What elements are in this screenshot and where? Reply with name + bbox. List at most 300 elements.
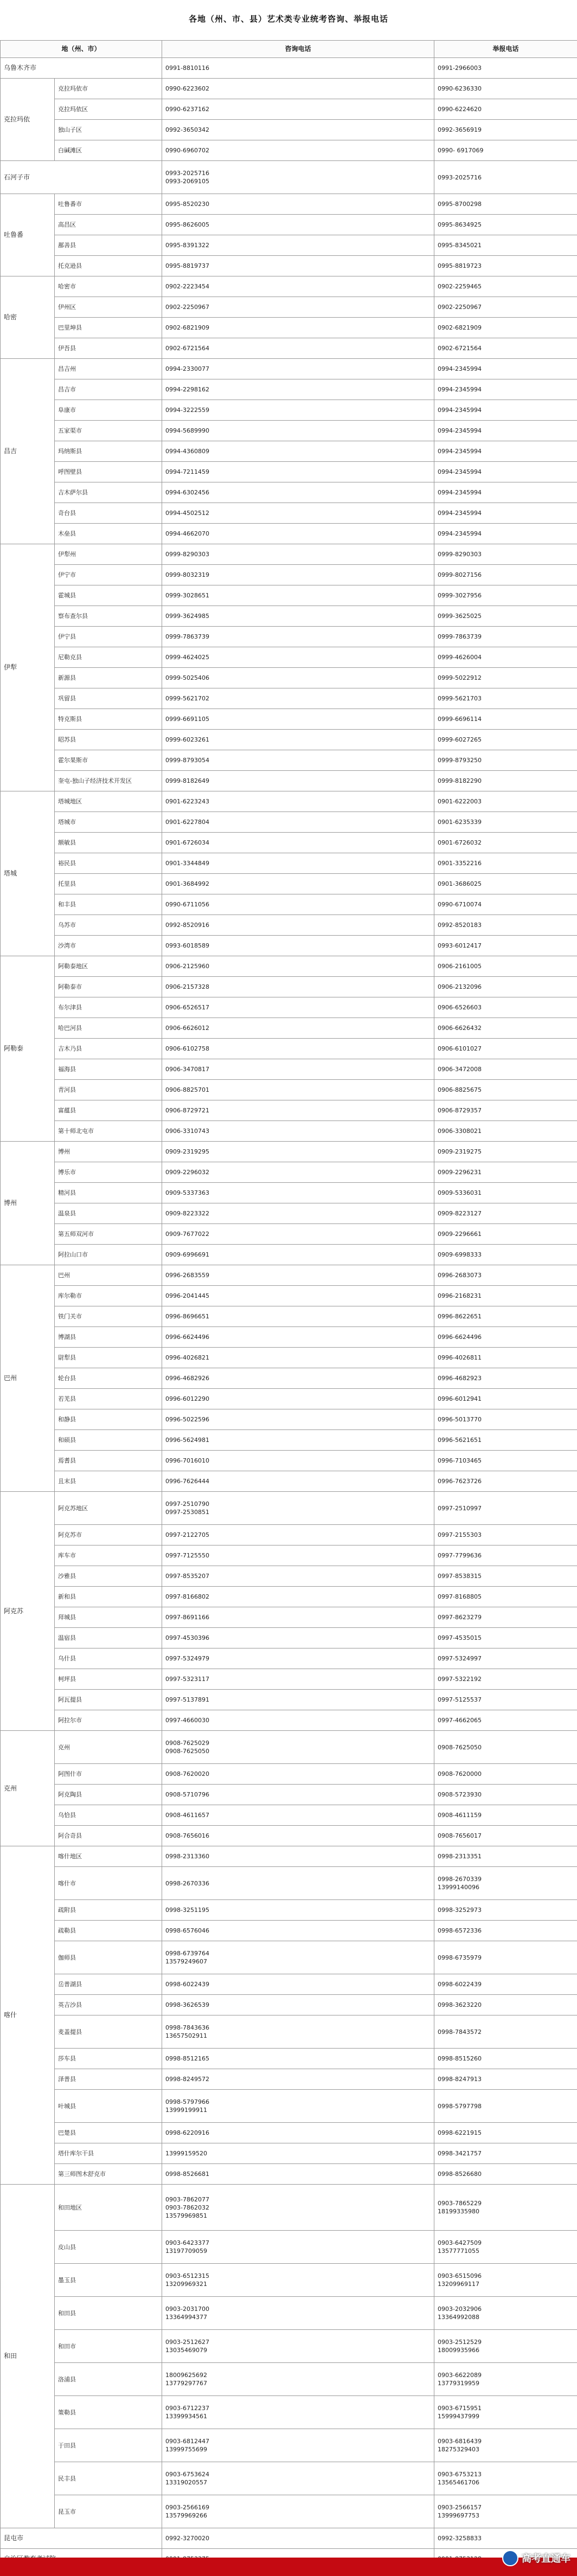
report-phone-number: 0992-3656919 [438,126,482,133]
consult-phone-number: 0997-4530396 [165,1634,209,1641]
consult-phone [162,564,434,585]
consult-phone [162,791,434,812]
report-phone-number: 0906-6526603 [438,1004,482,1011]
report-phone [434,729,577,750]
consult-phone-number: 0998-6022439 [165,1981,209,1988]
sub-region-name: 且末县 [54,1471,162,1492]
report-phone [434,1100,577,1121]
consult-phone [162,297,434,318]
consult-phone [162,1974,434,1995]
report-phone [434,1566,577,1587]
consult-phone-number: 0999-4624025 [165,654,209,661]
consult-phone [162,1203,434,1224]
consult-phone [162,214,434,235]
report-phone [434,873,577,894]
consult-phone-number: 13035469079 [165,2347,207,2354]
consult-phone-number: 0994-3222559 [165,407,209,414]
report-phone [434,2143,577,2164]
sub-region-name: 克拉玛依区 [54,99,162,120]
report-phone-number: 0999-5621703 [438,695,482,702]
consult-phone-number: 0996-7626444 [165,1478,209,1485]
report-phone-number: 0997-2510997 [438,1504,482,1512]
consult-phone-number: 0997-8535207 [165,1573,209,1580]
consult-phone [162,647,434,668]
consult-phone [162,523,434,544]
sub-region-name: 第五师双河市 [54,1223,162,1245]
consult-phone [162,1607,434,1628]
report-phone-number: 0994-2345994 [438,407,482,414]
consult-phone-number: 0999-3624985 [165,613,209,620]
consult-phone [162,1285,434,1306]
consult-phone-number: 0903-6423377 [165,2239,209,2246]
report-phone [434,1079,577,1100]
report-phone-number: 0908-5723930 [438,1791,482,1798]
region-name: 昌吉 [0,358,55,544]
consult-phone-number: 0998-6220916 [165,2129,209,2136]
sub-region-name: 精河县 [54,1182,162,1203]
region-name: 阿克苏 [0,1491,55,1731]
consult-phone-number: 0901-3684992 [165,880,209,887]
consult-phone-number: 0909-2296032 [165,1169,209,1176]
report-phone [434,997,577,1018]
report-phone-number: 0994-2345994 [438,427,482,434]
report-phone-number: 13999140096 [438,1884,479,1891]
report-phone [434,770,577,791]
report-phone-number: 0999-8182290 [438,777,482,784]
report-phone-number: 0999-5022912 [438,674,482,681]
sub-region-name: 墨玉县 [54,2263,162,2297]
sub-region-name: 阿拉山口市 [54,1244,162,1265]
report-phone [434,812,577,833]
sub-region-name: 麦盖提县 [54,2015,162,2049]
consult-phone [162,379,434,400]
report-phone [434,626,577,647]
sub-region-name: 克拉玛依市 [54,78,162,99]
report-phone [434,1648,577,1669]
report-phone [434,1141,577,1162]
consult-phone-number: 0903-6712237 [165,2405,209,2412]
report-phone-number: 13209969117 [438,2281,479,2288]
consult-phone [162,2362,434,2396]
report-phone [434,1730,577,1764]
sub-region-name: 鄯善县 [54,235,162,256]
report-phone-number: 0999-6696114 [438,716,482,723]
consult-phone [162,119,434,140]
report-phone-number: 0909-2296231 [438,1169,482,1176]
report-phone [434,78,577,99]
report-phone-number: 0998-6022439 [438,1981,482,1988]
consult-phone [162,1038,434,1059]
report-phone-number: 0996-2683073 [438,1272,482,1279]
report-phone [434,1368,577,1389]
sub-region-name: 新和县 [54,1586,162,1607]
sub-region-name: 吉木萨尔县 [54,482,162,503]
report-phone [434,2015,577,2049]
report-phone-number: 0995-8700298 [438,201,482,208]
report-phone [434,2462,577,2495]
sub-region-name: 伊州区 [54,297,162,318]
consult-phone-number: 0998-6576046 [165,1927,209,1934]
report-phone [434,2362,577,2396]
report-phone [434,1825,577,1846]
sub-region-name: 乌什县 [54,1648,162,1669]
report-phone [434,1920,577,1941]
sub-region-name: 布尔津县 [54,997,162,1018]
consult-phone [162,1223,434,1245]
sub-region-name: 阿勒泰市 [54,976,162,997]
consult-phone-number: 0994-7211459 [165,468,209,475]
consult-phone-number: 0901-6227804 [165,819,209,826]
sub-region-name: 和田县 [54,2296,162,2330]
report-phone [434,1994,577,2015]
sub-region-name: 乌恰县 [54,1805,162,1826]
sub-region-name: 疏附县 [54,1899,162,1921]
consult-phone-number: 0902-6821909 [165,324,209,331]
report-phone-number: 0997-4662065 [438,1717,482,1724]
consult-phone-number: 0996-6624496 [165,1334,209,1341]
sub-region-name: 白碱滩区 [54,140,162,161]
sub-region-name: 高昌区 [54,214,162,235]
consult-phone-number: 0903-6753624 [165,2471,209,2478]
report-phone [434,2528,577,2549]
consult-phone [162,317,434,338]
consult-phone-number: 0998-8526681 [165,2171,209,2178]
sub-region-name: 塔城地区 [54,791,162,812]
consult-phone [162,1326,434,1348]
region-name: 克州 [0,1730,55,1846]
report-phone-number: 0901-6726032 [438,839,482,846]
region-name: 和田 [0,2184,55,2528]
sub-region-name: 托里县 [54,873,162,894]
consult-phone-number: 0997-7125550 [165,1552,209,1559]
consult-phone [162,1429,434,1451]
consult-phone [162,482,434,503]
report-phone [434,1059,577,1080]
consult-phone [162,1524,434,1545]
consult-phone-number: 0903-2566169 [165,2504,209,2511]
report-phone-number: 0902-2250967 [438,304,482,311]
consult-phone [162,1079,434,1100]
consult-phone-number: 0998-3251195 [165,1907,209,1914]
report-phone-number: 0909-5336031 [438,1189,482,1196]
sub-region-name: 玛纳斯县 [54,441,162,462]
consult-phone [162,1491,434,1525]
report-phone [434,1710,577,1731]
sub-region-name: 哈密市 [54,276,162,297]
sub-region-name: 阿克苏市 [54,1524,162,1545]
report-phone [434,441,577,462]
consult-phone [162,1784,434,1805]
report-phone-number: 0998-7843572 [438,2028,482,2036]
sub-region-name: 巴楚县 [54,2122,162,2143]
report-phone [434,2163,577,2185]
sub-region-name: 霍尔果斯市 [54,750,162,771]
sub-region-name: 伊宁市 [54,564,162,585]
report-phone [434,2296,577,2330]
report-phone [434,1784,577,1805]
consult-phone [162,626,434,647]
sub-region-name: 伊吾县 [54,338,162,359]
sub-region-name: 喀什市 [54,1866,162,1900]
sub-region-name: 于田县 [54,2429,162,2462]
region-name: 喀什 [0,1846,55,2185]
report-phone-number: 0906-3308021 [438,1128,482,1135]
consult-phone [162,2395,434,2429]
consult-phone [162,585,434,606]
sub-region-name: 阿克陶县 [54,1784,162,1805]
sub-region-name: 皮山县 [54,2230,162,2264]
report-phone-number: 0991-2966003 [438,65,482,72]
sub-region-name: 奇台县 [54,503,162,524]
report-phone-number: 18199335980 [438,2208,479,2215]
sub-region-name: 霍城县 [54,585,162,606]
consult-phone [162,1627,434,1648]
consult-phone [162,1120,434,1142]
consult-phone [162,1730,434,1764]
consult-phone-number: 0906-8825701 [165,1086,209,1093]
report-phone-number: 0998-3252973 [438,1907,482,1914]
report-phone [434,791,577,812]
consult-phone-number: 0995-8626005 [165,221,209,228]
sub-region-name: 岳普湖县 [54,1974,162,1995]
report-phone-number: 13577771055 [438,2247,479,2255]
report-phone-number: 0997-4535015 [438,1634,482,1641]
consult-phone-number: 0999-8182649 [165,777,209,784]
consult-phone-number: 0990-6960702 [165,147,209,154]
consult-phone-number: 0903-2031700 [165,2305,209,2313]
consult-phone [162,338,434,359]
consult-phone-number: 0999-8032319 [165,571,209,578]
report-phone [434,1223,577,1245]
report-phone [434,2048,577,2069]
report-phone [434,1607,577,1628]
report-phone-number: 0903-6622089 [438,2372,482,2379]
consult-phone-number: 0991-8810116 [165,65,209,72]
sub-region-name: 裕民县 [54,853,162,874]
sub-region-name: 昌吉市 [54,379,162,400]
consult-phone [162,606,434,627]
report-phone [434,461,577,482]
report-phone [434,2263,577,2297]
consult-phone [162,1866,434,1900]
consult-phone-number: 0996-4682926 [165,1375,209,1382]
sub-region-name: 阿勒泰地区 [54,956,162,977]
region-name: 阿勒泰 [0,956,55,1142]
consult-phone-number: 0903-7862032 [165,2204,209,2211]
report-phone [434,1326,577,1348]
consult-phone [162,2329,434,2363]
report-phone [434,160,577,194]
sub-region-name: 叶城县 [54,2089,162,2123]
report-phone-number: 0990-6224620 [438,106,482,113]
report-phone [434,1347,577,1368]
report-phone-number: 0903-6816439 [438,2438,482,2445]
report-phone [434,606,577,627]
consult-phone [162,1545,434,1566]
report-phone-number: 0999-3027956 [438,592,482,599]
consult-phone-number: 0999-6023261 [165,736,209,743]
consult-phone [162,1347,434,1368]
report-phone-number: 0998-8247913 [438,2076,482,2083]
report-phone-number: 0999-8027156 [438,571,482,578]
consult-phone-number: 0994-6302456 [165,489,209,496]
report-phone [434,1899,577,1921]
consult-phone-number: 13579249607 [165,1958,207,1965]
consult-phone [162,976,434,997]
sub-region-name: 吉木乃县 [54,1038,162,1059]
sub-region-name: 福海县 [54,1059,162,1080]
consult-phone-number: 0996-8696651 [165,1313,209,1320]
report-phone-number: 0902-2259465 [438,283,482,290]
report-phone [434,2089,577,2123]
report-phone-number: 0998-8515260 [438,2055,482,2062]
report-phone-number: 0999-8793250 [438,757,482,764]
consult-phone-number: 0998-8249572 [165,2076,209,2083]
consult-phone [162,1182,434,1203]
sub-region-name: 塔城市 [54,812,162,833]
consult-phone-number: 0909-8223322 [165,1210,209,1217]
report-phone [434,57,577,79]
consult-phone [162,750,434,771]
consult-phone [162,667,434,688]
consult-phone-number: 13779297767 [165,2380,207,2387]
consult-phone [162,1059,434,1080]
sub-region-name: 阿克苏地区 [54,1491,162,1525]
report-phone [434,276,577,297]
consult-phone-number: 0999-8290303 [165,551,209,558]
report-phone-number: 0994-2345994 [438,510,482,517]
consult-phone-number: 0993-2025716 [165,170,209,177]
report-phone [434,1388,577,1409]
report-phone-number: 0990-6236330 [438,85,482,92]
consult-phone [162,2015,434,2049]
report-phone-number: 0903-2566157 [438,2504,482,2511]
consult-phone-number: 0998-2670336 [165,1879,209,1887]
consult-phone-number: 13209969321 [165,2281,207,2288]
consult-phone [162,255,434,276]
consult-phone-number: 0996-5022596 [165,1416,209,1423]
consult-phone-number: 0909-2319295 [165,1148,209,1155]
consult-phone-number: 13579969266 [165,2512,207,2519]
consult-phone-number: 0997-2530851 [165,1509,209,1516]
report-phone [434,1545,577,1566]
report-phone [434,915,577,936]
consult-phone [162,2069,434,2090]
sub-region-name: 伽师县 [54,1941,162,1974]
consult-phone-number: 0990-6237162 [165,106,209,113]
consult-phone-number: 13399934561 [165,2413,207,2420]
consult-phone-number: 0908-7656016 [165,1832,209,1839]
report-phone-number: 0992-8520183 [438,922,482,929]
report-phone [434,1265,577,1286]
sub-region-name: 英吉沙县 [54,1994,162,2015]
consult-phone [162,935,434,956]
consult-phone [162,1920,434,1941]
report-phone [434,647,577,668]
report-phone-number: 0903-6753213 [438,2471,482,2478]
report-phone-number: 0909-6998333 [438,1251,482,1258]
consult-phone-number: 0906-2157328 [165,983,209,990]
report-phone [434,1429,577,1451]
report-phone-number: 13364992088 [438,2314,479,2321]
report-phone [434,956,577,977]
consult-phone-number: 0909-7677022 [165,1231,209,1238]
region-name: 石河子市 [0,160,162,194]
header-consult: 咨询电话 [162,40,434,58]
header-region: 地（州、市） [0,40,162,58]
report-phone-number: 0992-3258833 [438,2535,482,2542]
report-phone-number: 0990- 6917069 [438,147,484,154]
report-phone-number: 0994-2345994 [438,386,482,393]
region-name: 吐鲁番 [0,194,55,276]
consult-phone-number: 0995-8520230 [165,201,209,208]
sub-region-name: 五家渠市 [54,420,162,441]
sub-region-name: 库车市 [54,1545,162,1566]
consult-phone [162,2462,434,2495]
consult-phone [162,1450,434,1471]
consult-phone [162,709,434,730]
consult-phone-number: 0992-3270020 [165,2535,209,2542]
consult-phone [162,1710,434,1731]
sub-region-name: 和田地区 [54,2184,162,2231]
consult-phone [162,2263,434,2297]
report-phone [434,2329,577,2363]
consult-phone [162,1689,434,1710]
report-phone [434,585,577,606]
report-phone-number: 13565461706 [438,2479,479,2486]
consult-phone [162,2528,434,2549]
report-phone-number: 0993-2025716 [438,173,482,181]
consult-phone-number: 0994-4662070 [165,530,209,537]
consult-phone [162,99,434,120]
sub-region-name: 第十师北屯市 [54,1120,162,1142]
consult-phone-number: 13999159520 [165,2150,207,2157]
region-name: 昆屯市 [0,2528,162,2549]
consult-phone [162,894,434,915]
consult-phone [162,1669,434,1690]
consult-phone-number: 18009625692 [165,2372,207,2379]
report-phone-number: 0996-7103465 [438,1457,482,1464]
consult-phone [162,2048,434,2069]
consult-phone [162,1141,434,1162]
report-phone-number: 0993-6012417 [438,942,482,949]
sub-region-name: 托克逊县 [54,255,162,276]
sub-region-name: 吐鲁番市 [54,194,162,215]
report-phone [434,317,577,338]
consult-phone [162,2429,434,2462]
consult-phone [162,1306,434,1327]
report-phone-number: 0906-2161005 [438,963,482,970]
sub-region-name: 铁门关市 [54,1306,162,1327]
report-phone [434,255,577,276]
report-phone-number: 0908-7620000 [438,1770,482,1778]
sub-region-name: 木垒县 [54,523,162,544]
sub-region-name: 巴州 [54,1265,162,1286]
report-phone [434,2230,577,2264]
consult-phone-number: 0908-4611657 [165,1812,209,1819]
report-phone-number: 0994-2345994 [438,489,482,496]
sub-region-name: 尉犁县 [54,1347,162,1368]
consult-phone-number: 0908-7625029 [165,1740,209,1747]
consult-phone-number: 13999199911 [165,2107,207,2114]
report-phone [434,1285,577,1306]
consult-phone-number: 0998-3626539 [165,2001,209,2008]
consult-phone [162,2296,434,2330]
report-phone-number: 0903-6515096 [438,2272,482,2279]
report-phone [434,523,577,544]
report-phone [434,2429,577,2462]
report-phone [434,853,577,874]
